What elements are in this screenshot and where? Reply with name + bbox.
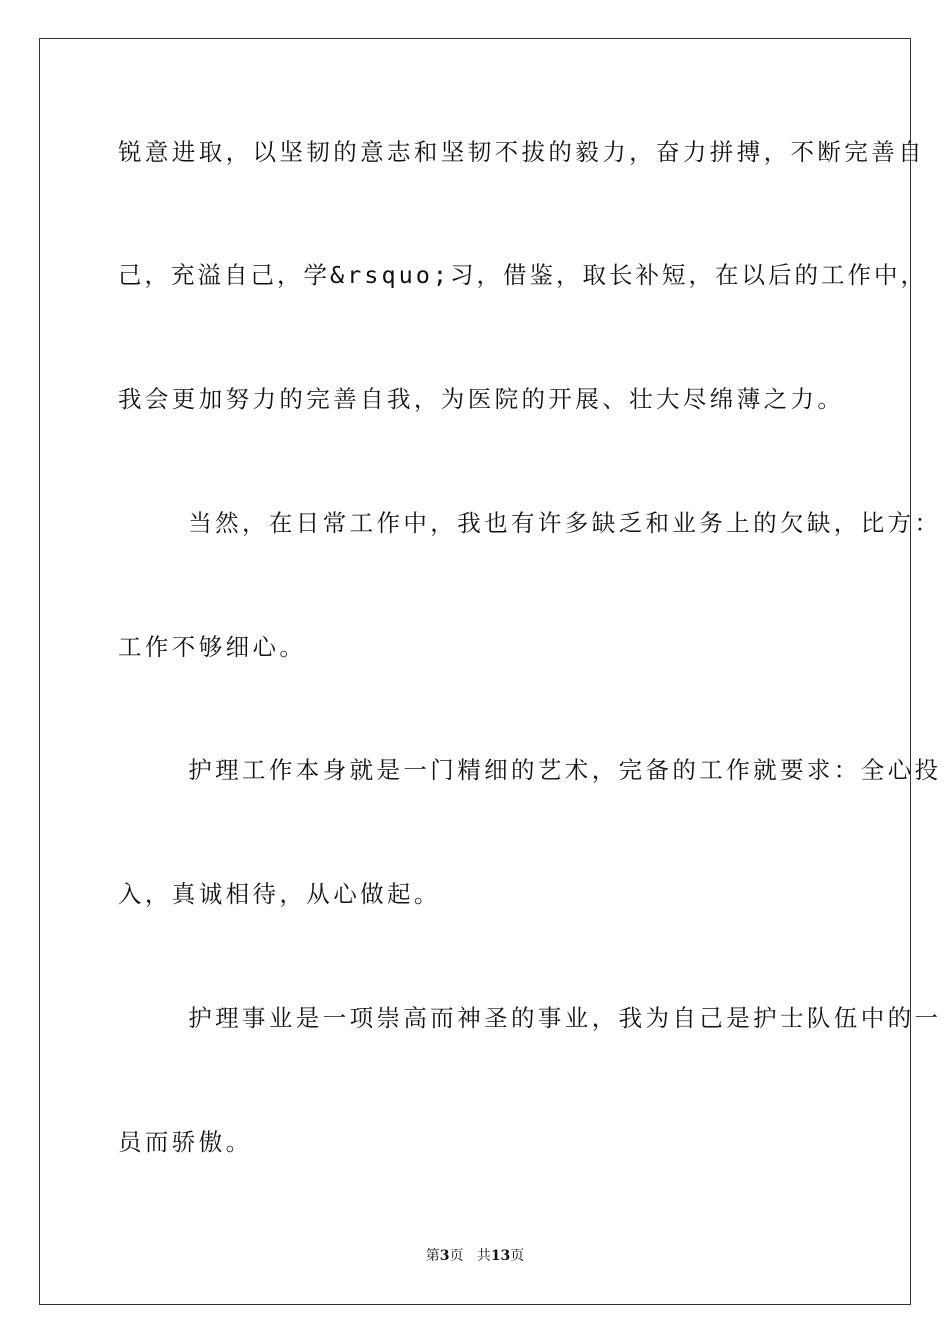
body-text-line-8: 护理事业是一项崇高而神圣的事业，我为自己是护士队伍中的一 (118, 1004, 942, 1032)
body-text-line-2: 己，充溢自己，学&rsquo;习，借鉴，取长补短，在以后的工作中， (118, 261, 928, 289)
footer-total-suffix: 页 (510, 1248, 525, 1264)
footer-page-number: 3 (439, 1248, 450, 1264)
body-text-line-9: 员而骄傲。 (118, 1128, 253, 1156)
footer-total-prefix: 共 (476, 1248, 491, 1264)
body-text-line-6: 护理工作本身就是一门精细的艺术，完备的工作就要求：全心投 (118, 756, 942, 784)
body-text-line-5: 工作不够细心。 (118, 633, 307, 661)
body-text-line-4: 当然，在日常工作中，我也有许多缺乏和业务上的欠缺，比方： (118, 509, 942, 537)
footer-total-pages: 13 (490, 1248, 511, 1264)
page-border (39, 38, 911, 1305)
footer-page-suffix: 页 (449, 1248, 464, 1264)
body-text-line-7: 入，真诚相待，从心做起。 (118, 880, 441, 908)
body-text-line-3: 我会更加努力的完善自我，为医院的开展、壮大尽绵薄之力。 (118, 385, 845, 413)
footer-page-prefix: 第 (425, 1248, 440, 1264)
body-text-line-1: 锐意进取，以坚韧的意志和坚韧不拔的毅力，奋力拼搏，不断完善自 (118, 138, 925, 166)
page-footer (0, 1247, 950, 1265)
